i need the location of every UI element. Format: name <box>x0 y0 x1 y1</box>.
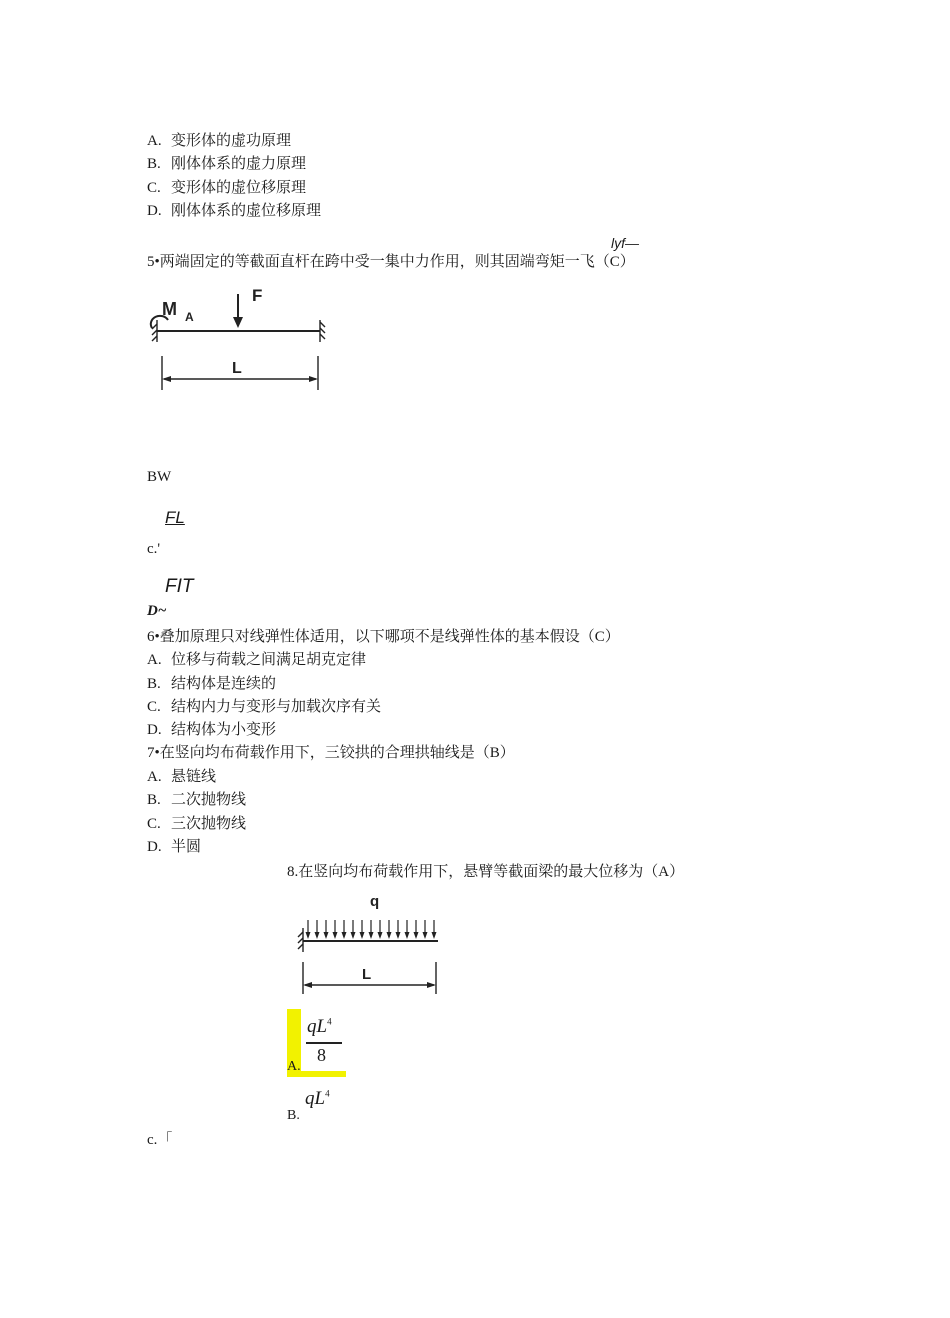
load-arrow-head <box>315 932 320 939</box>
load-arrow-head <box>342 932 347 939</box>
exponent: 4 <box>327 1016 332 1027</box>
q6-option-b <box>147 674 276 694</box>
load-arrow-head <box>405 932 410 939</box>
exponent: 4 <box>325 1088 330 1099</box>
q5-fraction-2: FIT <box>165 576 194 597</box>
load-arrow-head <box>333 932 338 939</box>
q7-question: 7•在竖向均布荷载作用下，三铰拱的合理拱轴线是（B） <box>147 745 515 761</box>
load-arrow-head <box>351 932 356 939</box>
dimension-arrow-right-icon <box>309 376 318 382</box>
q4-option-d <box>147 201 321 221</box>
load-arrow-head <box>387 932 392 939</box>
q8-answer-b-label: B. <box>287 1108 300 1123</box>
option-text: 悬链线 <box>171 769 217 785</box>
distributed-load-arrows-icon <box>306 920 437 939</box>
option-letter: C. <box>147 699 161 715</box>
fixed-beam-diagram <box>140 284 340 396</box>
q8-answer-a-fraction <box>305 1014 345 1070</box>
q6-option-a <box>147 650 366 670</box>
option-letter: A. <box>147 652 162 668</box>
load-arrow-head <box>414 932 419 939</box>
option-letter: C. <box>147 816 161 832</box>
option-letter: B. <box>147 676 161 692</box>
q4-option-c <box>147 178 306 198</box>
q5-answer-d: D~ <box>147 603 167 619</box>
option-text: 结构体是连续的 <box>171 676 277 692</box>
dimension-arrow-left-icon <box>303 982 312 988</box>
option-text: 二次抛物线 <box>171 792 247 808</box>
option-letter: A. <box>147 133 162 149</box>
load-arrow-head <box>396 932 401 939</box>
expression-base: qL <box>305 1088 326 1109</box>
q7-option-a <box>147 767 216 787</box>
right-support-icon <box>320 320 325 342</box>
load-arrow-head <box>423 932 428 939</box>
q4-option-a <box>147 131 291 151</box>
option-text: 变形体的虚功原理 <box>171 133 292 149</box>
load-arrow-head <box>360 932 365 939</box>
option-letter: A. <box>147 769 162 785</box>
moment-label: M <box>162 299 177 319</box>
stray-mark: lyf— <box>611 235 639 251</box>
dimension-arrow-left-icon <box>162 376 171 382</box>
cantilever-beam-diagram <box>292 890 444 998</box>
q4-option-b <box>147 154 306 174</box>
force-label: F <box>252 286 263 305</box>
option-letter: B. <box>147 792 161 808</box>
option-text: 位移与荷载之间满足胡克定律 <box>171 652 367 668</box>
option-text: 半圆 <box>171 839 202 855</box>
q5-fraction-1: FL <box>165 508 185 527</box>
q5-answer-c: c.' <box>147 541 161 557</box>
q7-option-b <box>147 790 246 810</box>
q6-option-d <box>147 720 276 740</box>
q6-question: 6•叠加原理只对线弹性体适用，以下哪项不是线弹性体的基本假设（C） <box>147 629 620 645</box>
option-text: 变形体的虚位移原理 <box>171 180 307 196</box>
load-arrow-head <box>324 932 329 939</box>
option-letter: D. <box>147 722 162 738</box>
q5-fixed-beam-figure <box>140 284 340 396</box>
option-letter: D. <box>147 839 162 855</box>
q8-answer-b-expr <box>305 1088 330 1110</box>
fraction-denominator: 8 <box>317 1045 326 1065</box>
option-letter: D. <box>147 203 162 219</box>
q7-option-d <box>147 837 201 857</box>
option-text: 结构体为小变形 <box>171 722 277 738</box>
q8-answer-c: c.「 <box>147 1132 173 1148</box>
length-label: L <box>232 360 242 377</box>
q5-answer-b: BW <box>147 469 172 485</box>
load-label: q <box>370 893 380 910</box>
q6-option-c <box>147 697 381 717</box>
q7-option-c <box>147 814 246 834</box>
force-arrow-icon <box>233 294 243 328</box>
fraction-bar <box>306 1042 342 1044</box>
q8-answer-a-label: A. <box>287 1059 301 1074</box>
moment-subscript: A <box>185 310 194 324</box>
left-support-icon <box>152 320 157 342</box>
option-letter: C. <box>147 180 161 196</box>
option-text: 刚体体系的虚力原理 <box>171 156 307 172</box>
q8-question: 8.在竖向均布荷载作用下，悬臂等截面梁的最大位移为（A） <box>287 864 685 880</box>
option-text: 刚体体系的虚位移原理 <box>171 203 322 219</box>
q8-cantilever-figure <box>292 890 444 998</box>
fraction-numerator: qL <box>307 1016 328 1037</box>
load-arrow-head <box>369 932 374 939</box>
load-arrow-head <box>306 932 311 939</box>
option-text: 结构内力与变形与加载次序有关 <box>171 699 382 715</box>
option-text: 三次抛物线 <box>171 816 247 832</box>
q5-question: 5•两端固定的等截面直杆在跨中受一集中力作用，则其固端弯矩一飞（C） <box>147 254 635 270</box>
option-letter: B. <box>147 156 161 172</box>
fixed-support-icon <box>298 928 303 952</box>
load-arrow-head <box>432 932 437 939</box>
load-arrow-head <box>378 932 383 939</box>
length-label: L <box>362 966 372 983</box>
dimension-arrow-right-icon <box>427 982 436 988</box>
